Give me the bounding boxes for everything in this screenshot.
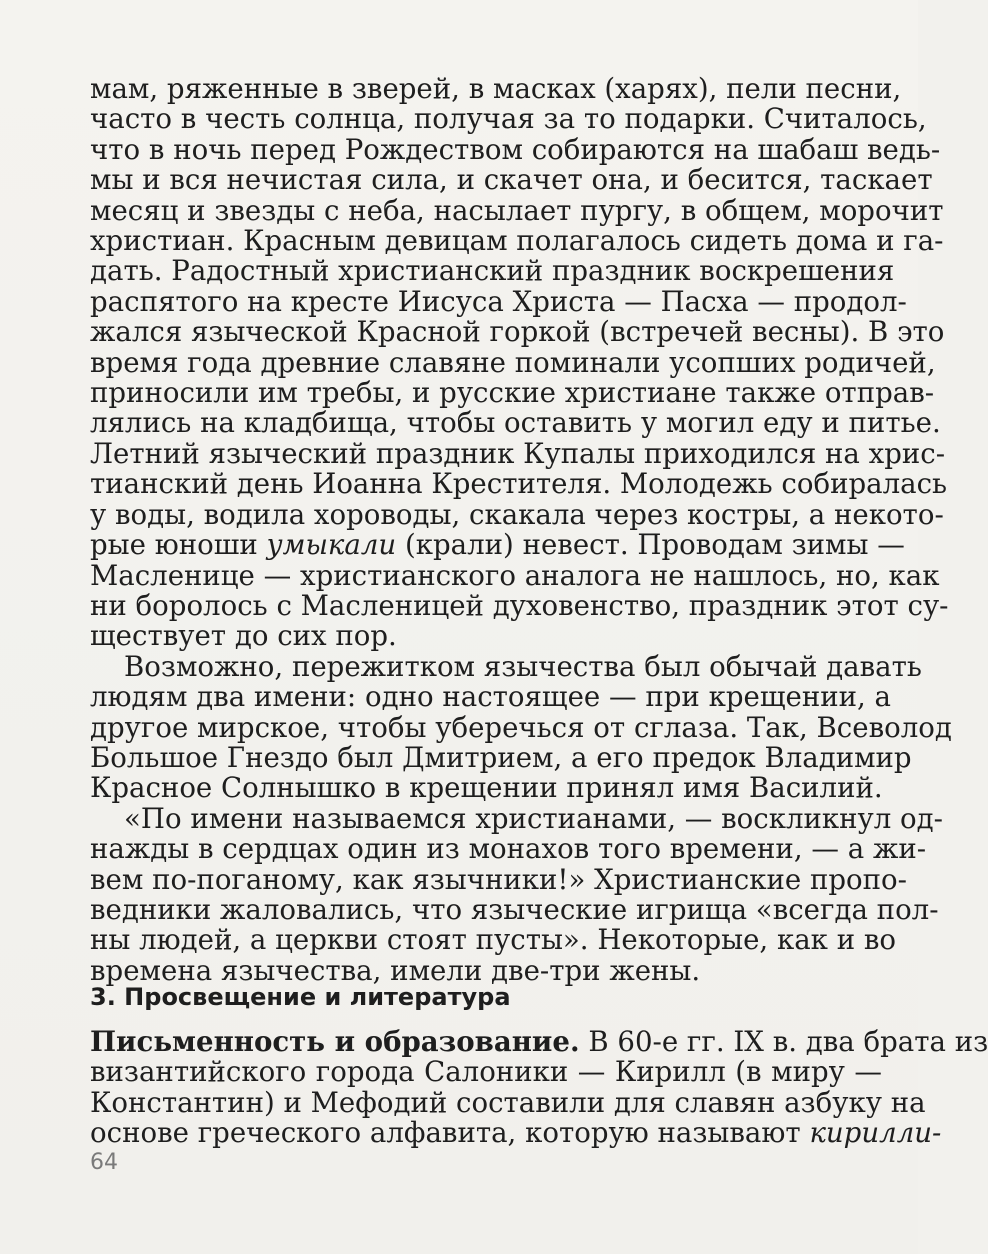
text-line: Константин) и Мефодий составили для славян азбуку на [90, 1085, 926, 1119]
text-line: Большое Гнездо был Дмитрием, а его предок Владимир [90, 740, 912, 774]
text-line: мы и вся нечистая сила, и скачет она, и бесится, таскает [90, 163, 933, 197]
page-number: 64 [90, 1150, 118, 1175]
text-line: тианский день Иоанна Крестителя. Молодежь собиралась [90, 467, 948, 501]
text-fragment: В 60-е гг. IX в. два брата из [579, 1025, 988, 1058]
text-line: ведники жаловались, что языческие игрища «всегда пол- [90, 892, 939, 926]
text-line: «По имени называемся христианами, — воскликнул од- [124, 801, 943, 835]
text-line: нажды в сердцах один из монахов того времени, — а жи- [90, 832, 927, 866]
text-line: приносили им требы, и русские христиане также отправ- [90, 376, 935, 410]
text-line: Летний языческий праздник Купалы приходился на хрис- [90, 436, 946, 470]
text-fragment: основе греческого алфавита, которую называют [90, 1116, 810, 1150]
text-line [90, 1116, 942, 1150]
text-fragment: (крали) невест. Проводам зимы — [396, 528, 905, 562]
italic-term: умыкали [266, 528, 397, 562]
text-line: Возможно, пережитком язычества был обычай давать [124, 649, 922, 683]
text-line: жался языческой Красной горкой (встречей весны). В это [90, 315, 945, 349]
text-line: дать. Радостный христианский праздник воскрешения [90, 254, 895, 288]
italic-term: кирилли- [809, 1116, 942, 1150]
paragraph-quote [90, 801, 943, 987]
text-line: христиан. Красным девицам полагалось сидеть дома и га- [90, 224, 944, 258]
text-line: людям два имени: одно настоящее — при крещении, а [90, 680, 891, 714]
text-line: что в ночь перед Рождеством собираются на шабаш ведь- [90, 132, 941, 166]
text-line: время года древние славяне поминали усопших родичей, [90, 345, 936, 379]
text-fragment: рые юноши [90, 528, 267, 562]
text-line: у воды, водила хороводы, скакала через костры, а некото- [90, 497, 944, 531]
text-line: ни боролось с Масленицей духовенство, праздник этот су- [90, 588, 949, 622]
text-line: месяц и звезды с неба, насылает пургу, в общем, морочит [90, 193, 944, 227]
text-line: времена язычества, имели две-три жены. [90, 953, 701, 987]
paragraph-holidays [90, 72, 949, 653]
bold-lead: Письменность и образование. [90, 1025, 580, 1058]
text-line: Масленице — христианского аналога не нашлось, но, как [90, 558, 940, 592]
text-line: Красное Солнышко в крещении принял имя Василий. [90, 771, 883, 805]
text-line: другое мирское, чтобы уберечься от сглаза. Так, Всеволод [90, 710, 952, 744]
section-heading: 3. Просвещение и литература [90, 983, 511, 1011]
text-line: византийского города Салоники — Кирилл (в миру — [90, 1055, 882, 1089]
text-line: часто в честь солнца, получая за то подарки. Считалось, [90, 102, 927, 136]
section-text [90, 1025, 988, 1150]
text-line: ны людей, а церкви стоят пусты». Некоторые, как и во [90, 923, 896, 957]
paragraph-two-names [90, 649, 952, 805]
text-line: распятого на кресте Иисуса Христа — Пасха — продол- [90, 284, 907, 318]
text-line: ществует до сих пор. [90, 619, 397, 653]
text-line: вем по-поганому, как язычники!» Христианские пропо- [90, 862, 907, 896]
text-line: лялись на кладбища, чтобы оставить у могил еду и питье. [90, 406, 941, 440]
text-line: мам, ряженные в зверей, в масках (харях), пели песни, [90, 72, 902, 105]
body-text [90, 72, 952, 987]
text-line [90, 1025, 988, 1058]
text-line-with-italic [90, 528, 905, 562]
